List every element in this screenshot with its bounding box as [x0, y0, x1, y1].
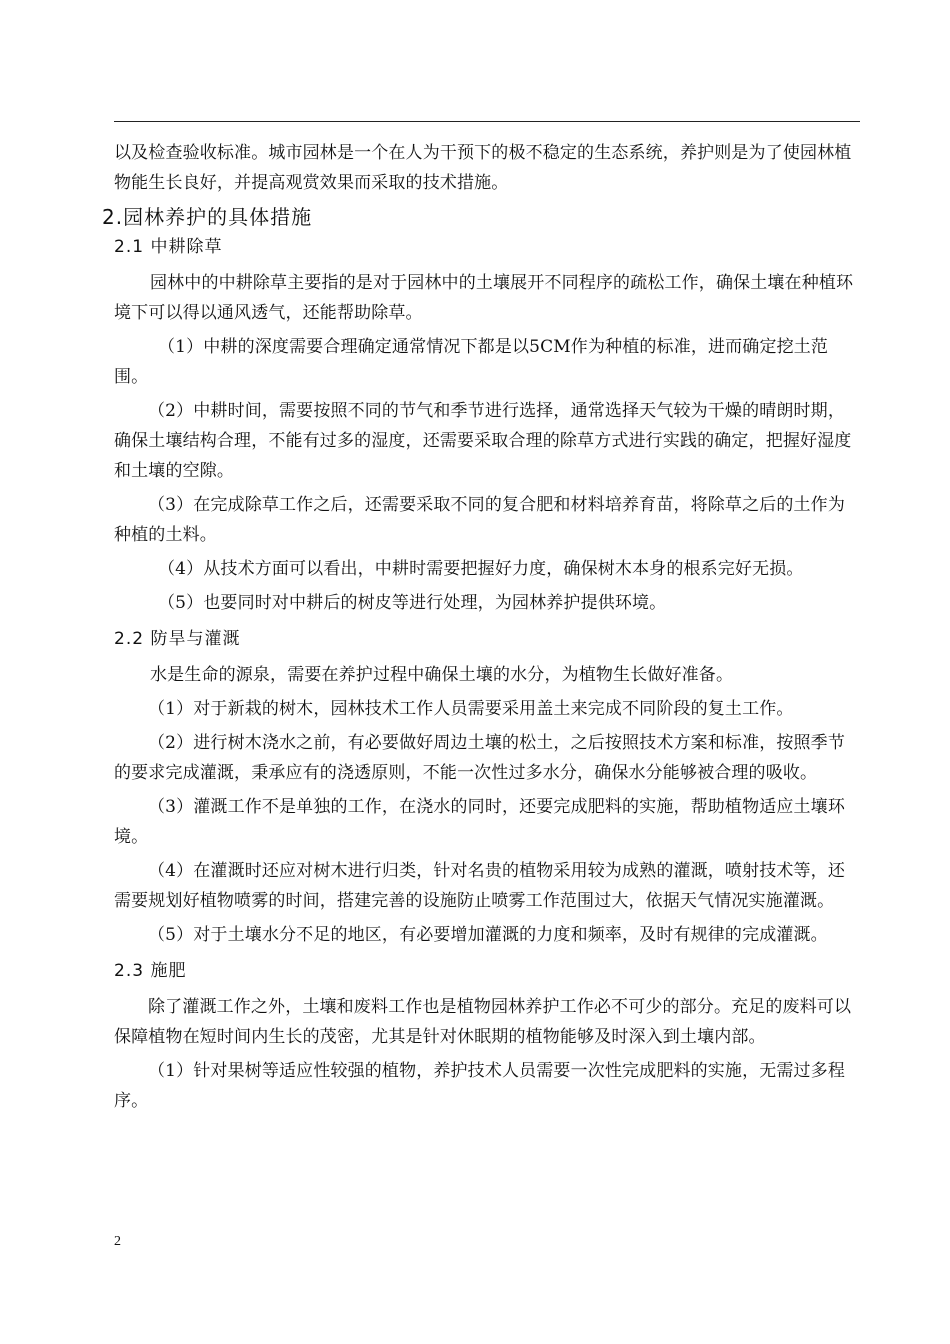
section-2-heading: 2.园林养护的具体措施 [102, 205, 313, 229]
s21-item-3: （3）在完成除草工作之后，还需要采取不同的复合肥和材料培养育苗，将除草之后的土作为种植的土料。 [114, 495, 845, 545]
header-rule [114, 121, 860, 122]
section-2-3-heading: 2.3 施肥 [114, 961, 187, 981]
intro-paragraph: 以及检查验收标准。城市园林是一个在人为干预下的极不稳定的生态系统，养护则是为了使园林植物能生长良好，并提高观赏效果而采取的技术措施。 [114, 143, 852, 193]
s21-item-1: （1）中耕的深度需要合理确定通常情况下都是以5CM作为种植的标准，进而确定挖土范围。 [114, 337, 829, 387]
document-body [102, 138, 862, 1116]
s22-item-2: （2）进行树木浇水之前，有必要做好周边土壤的松土，之后按照技术方案和标准，按照季节的要求完成灌溉，秉承应有的浇透原则，不能一次性过多水分，确保水分能够被合理的吸收。 [114, 733, 845, 783]
s21-item-4: （4）从技术方面可以看出，中耕时需要把握好力度，确保树木本身的根系完好无损。 [158, 559, 804, 579]
s21-paragraph-intro: 园林中的中耕除草主要指的是对于园林中的土壤展开不同程序的疏松工作，确保土壤在种植环境下可以得以通风透气，还能帮助除草。 [114, 273, 854, 323]
s22-item-3: （3）灌溉工作不是单独的工作，在浇水的同时，还要完成肥料的实施，帮助植物适应土壤环境。 [114, 797, 845, 847]
s21-item-5: （5）也要同时对中耕后的树皮等进行处理，为园林养护提供环境。 [158, 593, 667, 613]
page-number: 2 [114, 1234, 121, 1249]
s22-item-1: （1）对于新栽的树木，园林技术工作人员需要采用盖土来完成不同阶段的复土工作。 [148, 699, 794, 719]
s22-item-5: （5）对于土壤水分不足的地区，有必要增加灌溉的力度和频率，及时有规律的完成灌溉。 [148, 925, 828, 945]
s21-item-2: （2）中耕时间，需要按照不同的节气和季节进行选择，通常选择天气较为干燥的晴朗时期，确保土壤结构合理，不能有过多的湿度，还需要采取合理的除草方式进行实践的确定，把握好湿度和土壤的空隙。 [114, 401, 852, 481]
section-2-2-heading: 2.2 防旱与灌溉 [114, 629, 241, 649]
s22-item-4: （4）在灌溉时还应对树木进行归类，针对名贵的植物采用较为成熟的灌溉，喷射技术等，还需要规划好植物喷雾的时间，搭建完善的设施防止喷雾工作范围过大，依据天气情况实施灌溉。 [114, 861, 845, 911]
s23-item-1: （1）针对果树等适应性较强的植物，养护技术人员需要一次性完成肥料的实施，无需过多程序。 [114, 1061, 845, 1111]
s23-paragraph-intro: 除了灌溉工作之外，土壤和废料工作也是植物园林养护工作必不可少的部分。充足的废料可以保障植物在短时间内生长的茂密，尤其是针对休眠期的植物能够及时深入到土壤内部。 [114, 997, 852, 1047]
section-2-1-heading: 2.1 中耕除草 [114, 237, 223, 257]
s22-paragraph-intro: 水是生命的源泉，需要在养护过程中确保土壤的水分，为植物生长做好准备。 [150, 665, 734, 685]
